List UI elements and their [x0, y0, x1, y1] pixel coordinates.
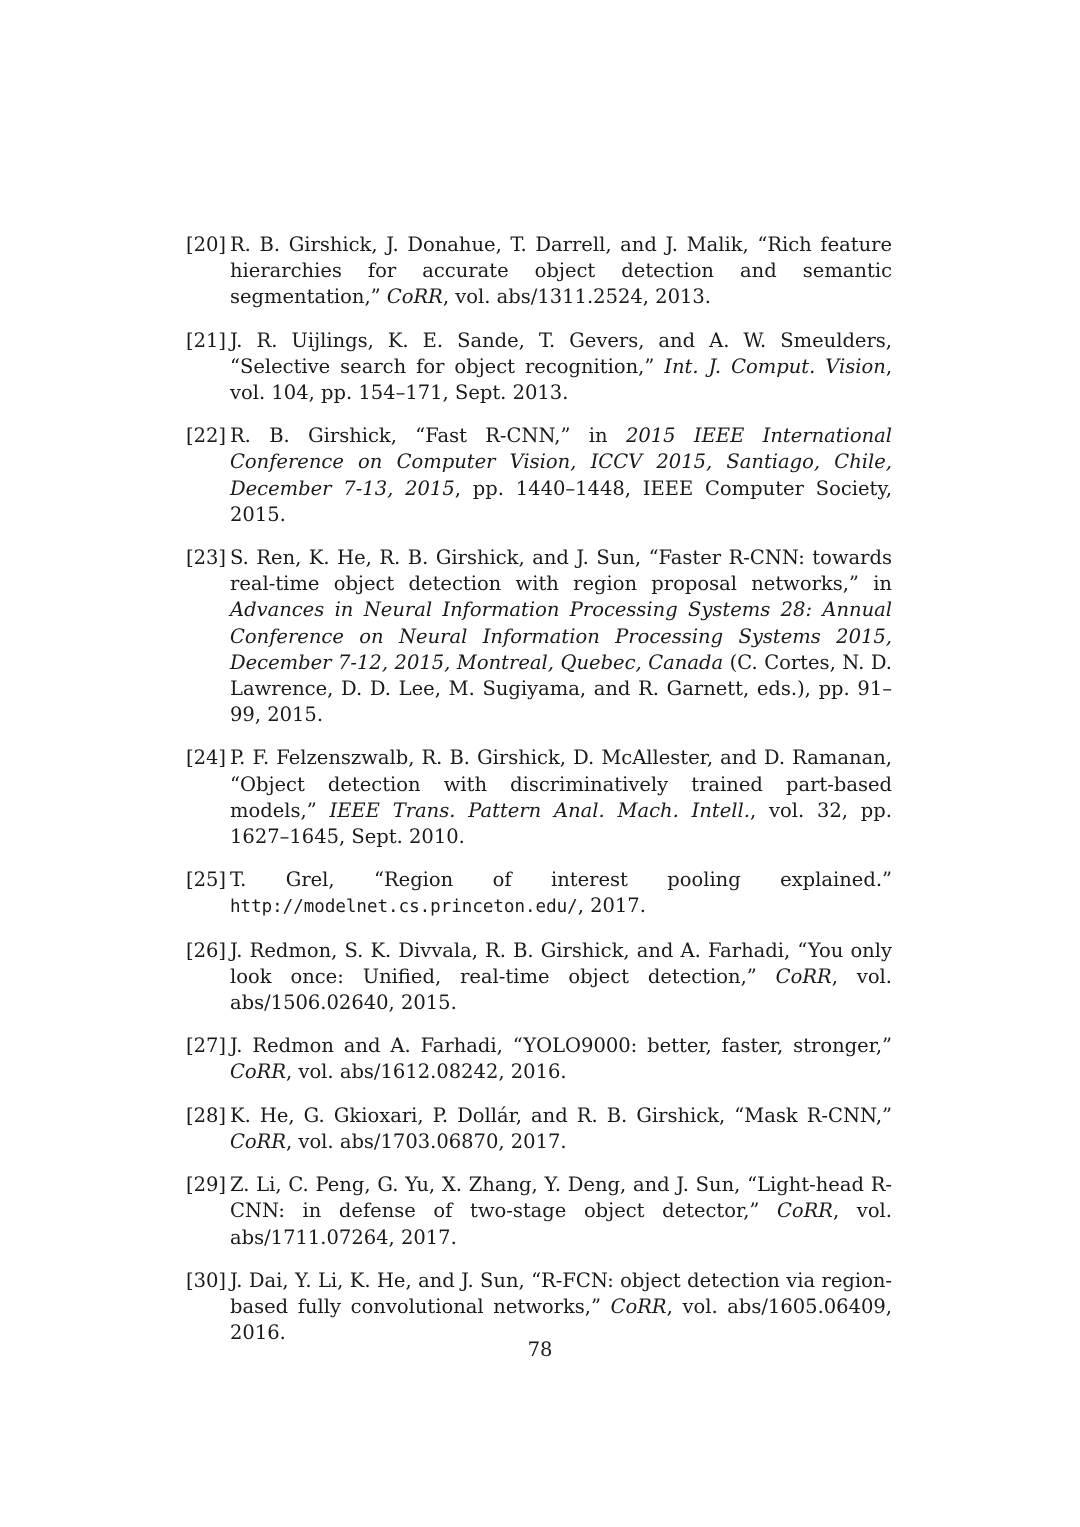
reference-segment: , pp. 1440–1448, IEEE Computer Society, 2015. — [230, 476, 892, 526]
reference-number: [25] — [186, 868, 227, 892]
reference-segment: J. Dai, Y. Li, K. He, and J. Sun, “R-FCN: object detection via region-based fully convolutional networks,” — [230, 1268, 892, 1318]
reference-entry — [186, 423, 892, 528]
reference-segment: (C. Cortes, N. D. Lawrence, D. D. Lee, M. Sugiyama, and R. Garnett, eds.), pp. 91–99, 2015. — [230, 650, 892, 727]
reference-url[interactable]: http://modelnet.cs.princeton.edu/ — [230, 897, 578, 918]
reference-list — [186, 232, 892, 1363]
reference-text — [230, 424, 892, 526]
reference-segment: , vol. abs/1311.2524, 2013. — [442, 285, 712, 309]
reference-venue: CoRR — [230, 1129, 287, 1153]
reference-segment: , vol. abs/1605.06409, 2016. — [230, 1294, 893, 1345]
reference-entry — [186, 328, 892, 407]
reference-segment: J. Redmon and A. Farhadi, “YOLO9000: better, faster, stronger,” — [230, 1034, 892, 1058]
reference-segment: J. R. Uijlings, K. E. Sande, T. Gevers, and A. W. Smeulders, “Selective search for object recognition,” — [230, 328, 892, 378]
reference-text — [230, 868, 892, 917]
reference-text — [230, 1104, 892, 1153]
reference-entry — [186, 1268, 892, 1347]
reference-segment: R. B. Girshick, “Fast R-CNN,” in — [230, 424, 626, 448]
reference-text — [230, 546, 892, 726]
reference-number: [21] — [186, 328, 227, 352]
reference-text — [230, 1269, 892, 1344]
reference-segment: , 2017. — [577, 894, 646, 918]
reference-venue: CoRR — [775, 964, 832, 988]
reference-entry — [186, 1033, 892, 1085]
reference-segment: K. He, G. Gkioxari, P. Dollár, and R. B. Girshick, “Mask R-CNN,” — [230, 1103, 892, 1127]
reference-number: [22] — [186, 424, 227, 448]
reference-number: [27] — [186, 1034, 227, 1058]
reference-venue: CoRR — [610, 1294, 667, 1318]
reference-segment: J. Redmon, S. K. Divvala, R. B. Girshick, and A. Farhadi, “You only look once: Unified, real-time object detection,” — [230, 938, 892, 988]
reference-entry — [186, 745, 892, 850]
reference-number: [30] — [186, 1268, 227, 1292]
reference-entry — [186, 545, 892, 728]
reference-segment: , vol. 104, pp. 154–171, Sept. 2013. — [230, 354, 893, 405]
reference-text — [230, 939, 892, 1014]
reference-entry — [186, 232, 892, 311]
reference-text — [230, 1173, 892, 1248]
reference-text — [230, 746, 892, 848]
reference-venue: CoRR — [776, 1199, 833, 1223]
reference-segment: T. Grel, “Region of interest pooling explained.” — [230, 868, 892, 892]
reference-venue: 2015 IEEE International Conference on Computer Vision, ICCV 2015, Santiago, Chile, December 7-13, 2015 — [230, 424, 893, 500]
reference-segment: Z. Li, C. Peng, G. Yu, X. Zhang, Y. Deng, and J. Sun, “Light-head R-CNN: in defense of two-stage object detector,” — [230, 1173, 892, 1223]
reference-segment: P. F. Felzenszwalb, R. B. Girshick, D. McAllester, and D. Ramanan, “Object detection with discriminatively trained part-based models,” — [230, 746, 892, 822]
reference-venue: Int. J. Comput. Vision — [664, 354, 886, 378]
reference-number: [29] — [186, 1173, 227, 1197]
reference-number: [24] — [186, 746, 227, 770]
reference-venue: CoRR — [230, 1060, 287, 1084]
reference-segment: , vol. abs/1703.06870, 2017. — [286, 1129, 567, 1153]
reference-segment: S. Ren, K. He, R. B. Girshick, and J. Sun, “Faster R-CNN: towards real-time object detection with region proposal networks,” in — [230, 546, 892, 596]
page-number: 78 — [527, 1338, 553, 1361]
reference-segment: , vol. abs/1711.07264, 2017. — [230, 1199, 892, 1249]
reference-text — [230, 1034, 892, 1083]
reference-entry — [186, 1172, 892, 1251]
reference-entry — [186, 1103, 892, 1155]
reference-number: [23] — [186, 546, 227, 570]
reference-text — [230, 329, 892, 404]
reference-venue: Advances in Neural Information Processing Systems 28: Annual Conference on Neural Information Processing Systems 2015, December 7-12, 2015, Montreal, Quebec, Canada — [230, 598, 892, 674]
reference-venue: IEEE Trans. Pattern Anal. Mach. Intell. — [329, 798, 750, 822]
reference-segment: R. B. Girshick, J. Donahue, T. Darrell, and J. Malik, “Rich feature hierarchies for accurate object detection and semantic segmentation,” — [230, 233, 892, 309]
reference-venue: CoRR — [386, 285, 443, 309]
reference-segment: , vol. abs/1612.08242, 2016. — [286, 1060, 567, 1084]
reference-entry — [186, 938, 892, 1017]
reference-text — [230, 233, 892, 308]
reference-segment: , vol. abs/1506.02640, 2015. — [230, 964, 892, 1015]
reference-number: [28] — [186, 1103, 227, 1127]
reference-entry — [186, 867, 892, 920]
reference-number: [20] — [186, 233, 227, 256]
reference-segment: , vol. 32, pp. 1627–1645, Sept. 2010. — [230, 798, 892, 849]
reference-number: [26] — [186, 938, 227, 962]
